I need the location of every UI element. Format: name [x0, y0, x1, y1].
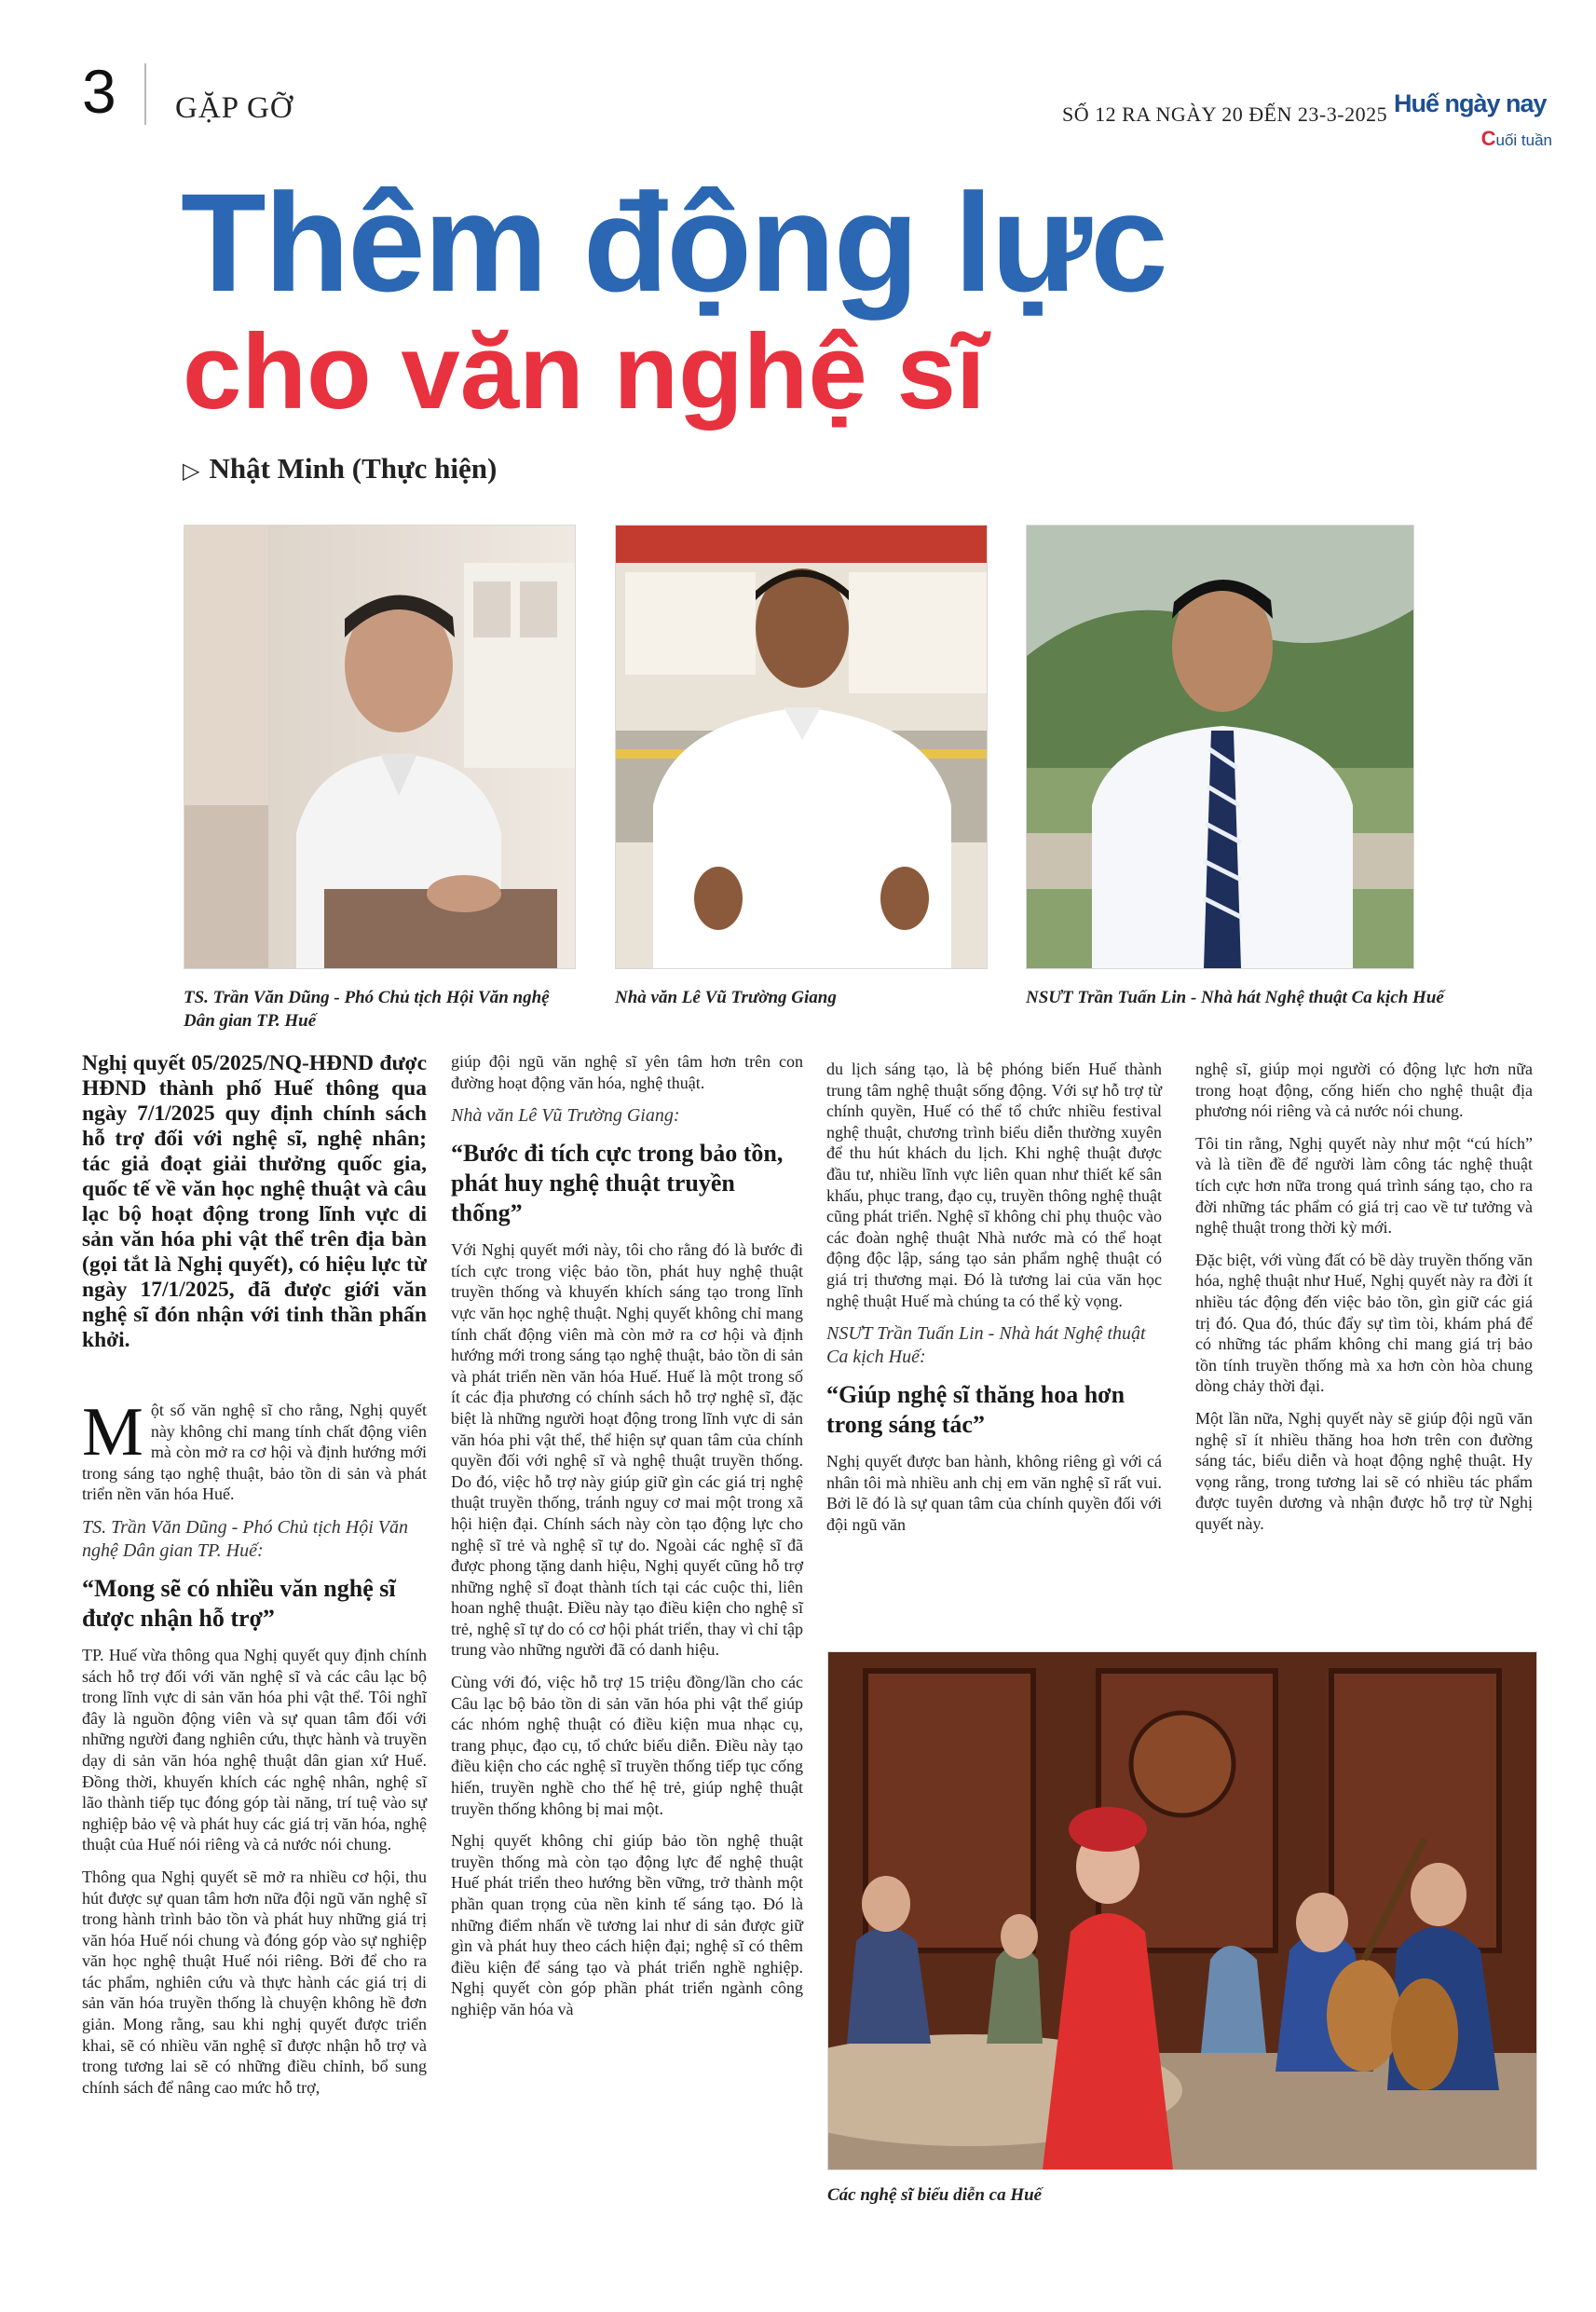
section-label: GẶP GỠ — [175, 91, 293, 125]
section1-paragraph-3: giúp đội ngũ văn nghệ sĩ yên tâm hơn trên con đường hoạt động văn hóa, nghệ thuật. — [451, 1052, 803, 1092]
photo-le-vu-truong-giang — [615, 525, 988, 969]
portrait-3-image — [1027, 526, 1413, 968]
intro-text: ột số văn nghệ sĩ cho rằng, Nghị quyết này không chỉ mang tính chất động viên mà còn mở ra cơ hội và định hướng mới trong sáng tạo nghệ thuật, bảo tồn di sản và phát triển nền văn hóa Huế. — [82, 1401, 427, 1504]
section2-paragraph-1: Với Nghị quyết mới này, tôi cho rằng đó là bước đi tích cực trong việc bảo tồn, phát huy nghệ thuật truyền thống và khuyến khích sáng tạo trong lĩnh vực văn học nghệ thuật. Nghị quyết không chỉ mang tính chất động viên mà còn mở ra cơ hội và định hướng mới trong sáng tạo nghệ thuật, bảo tồn di sản và phát triển nền văn hóa Huế. Huế là một trong số ít các địa phương có chính sách hỗ trợ nghệ sĩ, đặc biệt là những người hoạt động trong lĩnh vực di sản văn hóa phi vật thể, thể hiện sự quan tâm của chính quyền đối với nghệ sĩ và nghệ thuật truyền thống. Do đó, việc hỗ trợ này giúp giữ gìn các giá trị nghệ thuật truyền thống, tránh nguy cơ mai một trong xã hội hiện đại. Chính sách này còn tạo động lực cho nghệ sĩ trẻ và nghệ sĩ tự do. Ngoài các nghệ sĩ đã được phong tặng danh hiệu, Nghị quyết cũng hỗ trợ những nghệ sĩ đoạt thành tích tại các cuộc thi, liên hoan nghệ thuật. Điều này tạo điều kiện cho nghệ sĩ trẻ, nghệ sĩ tự do có cơ hội phát triển, thay vì chỉ tập trung vào những người đã có danh hiệu. — [451, 1240, 803, 1660]
section2-paragraph-4: du lịch sáng tạo, là bệ phóng biến Huế thành trung tâm nghệ thuật sống động. Với sự hỗ trợ từ chính quyền, Huế có thể tổ chức nhiều festival nghệ thuật, chương trình biểu diễn thường xuyên để thu hút khách du lịch. Khi nghệ thuật được đầu tư, nhiều lĩnh vực liên quan như thiết kế sân khấu, phục trang, đạo cụ, truyền thông nghệ thuật cũng phát triển. Nghệ sĩ không chỉ phụ thuộc vào các đoàn nghệ thuật Nhà nước mà có thể hoạt động độc lập, sáng tạo sản phẩm nghệ thuật có giá trị thương mại. Đó là tương lai của văn học nghệ thuật Huế mà chúng ta có thể kỳ vọng. — [826, 1060, 1162, 1310]
portrait-2-image — [616, 526, 987, 968]
portrait-1-image — [184, 526, 575, 968]
article-title-line1: Thêm động lực — [181, 164, 1166, 321]
masthead-sub-rest: uối tuần — [1495, 131, 1552, 149]
section3-paragraph-4: Đặc biệt, với vùng đất có bề dày truyền thống văn hóa, nghệ thuật như Huế, Nghị quyết này ra đời ít nhiều tác động đến việc bảo tồn, gìn giữ các giá trị đó. Qua đó, thúc đẩy sự tìm tòi, khám phá để có những tác phẩm không chỉ mang giá trị bảo tồn tính truyền thống mà xa hơn còn hòa chung dòng chảy thời đại. — [1195, 1250, 1533, 1396]
section1-paragraph-1: TP. Huế vừa thông qua Nghị quyết quy định chính sách hỗ trợ đối với văn nghệ sĩ và các câu lạc bộ trong lĩnh vực di sản văn hóa phi vật thể. Tôi nghĩ đây là nguồn động viên và sự quan tâm đối với những người đang nghiên cứu, thực hành và truyền dạy di sản văn hóa nghệ thuật dân gian xứ Huế. Đồng thời, khuyến khích các nghệ nhân, nghệ sĩ lão thành tiếp tục đóng góp tài năng, trí tuệ vào sự nghiệp bảo vệ và phát huy các giá trị văn hóa, nghệ thuật của Huế nói riêng và cả nước nói chung. — [82, 1645, 427, 1854]
section3-paragraph-3: Tôi tin rằng, Nghị quyết này như một “cú hích” và là tiền đề để người làm công tác nghệ thuật tích cực hơn nữa trong quá trình sáng tạo, cho ra đời những tác phẩm có giá trị cao về tư tưởng và nghệ thuật trong thời kỳ mới. — [1195, 1133, 1533, 1238]
section3-paragraph-2: nghệ sĩ, giúp mọi người có động lực hơn nữa trong hoạt động, cống hiến cho nghệ thuật địa phương nói riêng và cả nước nói chung. — [1195, 1060, 1533, 1121]
article-title-line2: cho văn nghệ sĩ — [183, 313, 986, 431]
byline-text: Nhật Minh (Thực hiện) — [209, 452, 498, 485]
column-4 — [1195, 1059, 1533, 1545]
caption-photo-4: Các nghệ sĩ biểu diễn ca Huế — [827, 2185, 1043, 2205]
page-number: 3 — [82, 57, 116, 126]
photo-tran-van-dung — [184, 525, 576, 969]
masthead-sub-c: C — [1480, 127, 1496, 150]
issue-date: SỐ 12 RA NGÀY 20 ĐẾN 23-3-2025 — [1062, 103, 1388, 126]
caption-photo-1: TS. Trần Văn Dũng - Phó Chủ tịch Hội Văn nghệ Dân gian TP. Huế — [184, 988, 550, 1031]
intro-paragraph — [82, 1394, 427, 1505]
column-3 — [826, 1059, 1162, 1547]
caption-photo-2: Nhà văn Lê Vũ Trường Giang — [615, 988, 837, 1007]
source-1: TS. Trần Văn Dũng - Phó Chủ tịch Hội Văn nghệ Dân gian TP. Huế: — [82, 1516, 409, 1561]
caption-photo-3: NSƯT Trần Tuấn Lin - Nhà hát Nghệ thuật Ca kịch Huế — [1026, 988, 1444, 1007]
quote-heading-3: “Giúp nghệ sĩ thăng hoa hơn trong sáng tác” — [826, 1381, 1125, 1439]
lead-paragraph: Nghị quyết 05/2025/NQ-HĐND được HĐND thành phố Huế thông qua ngày 7/1/2025 quy định chính sách hỗ trợ đối với nghệ sĩ, nghệ nhân; tác giả đoạt giải thưởng quốc gia, quốc tế về văn học nghệ thuật và câu lạc bộ hoạt động trong lĩnh vực di sản văn hóa phi vật thể trên địa bàn (gọi tắt là Nghị quyết), có hiệu lực từ ngày 17/1/2025, đã được giới văn nghệ sĩ đón nhận với tinh thần phấn khởi. — [82, 1051, 427, 1352]
masthead-name: Huế ngày nay — [1394, 89, 1547, 117]
quote-heading-1: “Mong sẽ có nhiều văn nghệ sĩ được nhận hỗ trợ” — [82, 1574, 396, 1632]
section2-paragraph-2: Cùng với đó, việc hỗ trợ 15 triệu đồng/lần cho các Câu lạc bộ bảo tồn di sản văn hóa phi vật thể giúp các nhóm nghệ thuật có điều kiện mua nhạc cụ, trang phục, đạo cụ, tổ chức biểu diễn. Điều này tạo điều kiện cho các nghệ sĩ truyền thống tiếp tục cống hiến, truyền nghề cho thế hệ trẻ, giúp nghệ thuật truyền thống không bị mai một. — [451, 1673, 803, 1818]
column-2 — [451, 1051, 803, 2032]
source-2: Nhà văn Lê Vũ Trường Giang: — [451, 1105, 680, 1127]
performance-image — [828, 1652, 1536, 2169]
quote-heading-2: “Bước đi tích cực trong bảo tồn, phát huy nghệ thuật truyền thống” — [451, 1140, 784, 1227]
section3-paragraph-1: Nghị quyết được ban hành, không riêng gì với cá nhân tôi mà nhiều anh chị em văn nghệ sĩ rất vui. Bởi lẽ đó là sự quan tâm của chính quyền đối với đội ngũ văn — [826, 1452, 1162, 1534]
photo-ca-hue-performance — [827, 1651, 1537, 2170]
byline-triangle-icon: ▷ — [183, 459, 200, 484]
byline — [183, 452, 497, 486]
section3-paragraph-5: Một lần nữa, Nghị quyết này sẽ giúp đội ngũ văn nghệ sĩ ít nhiều thăng hoa hơn trên con đường sáng tác, biểu diễn và hoạt động nghệ thuật. Hy vọng rằng, trong tương lai sẽ có nhiều tác phẩm được tuyên dương và nhận được hỗ trợ từ Nghị quyết này. — [1195, 1408, 1533, 1533]
column-1 — [82, 1051, 427, 2109]
masthead-logo — [1394, 89, 1554, 155]
section1-paragraph-2: Thông qua Nghị quyết sẽ mở ra nhiều cơ hội, thu hút được sự quan tâm hơn nữa đội ngũ văn nghệ sĩ trong hành trình bảo tồn và phát huy những giá trị văn hóa Huế nói chung và đóng góp vào sự nghiệp văn học nghệ thuật Huế nói riêng. Bởi để cho ra tác phẩm, nghiên cứu và thực hành các giá trị di sản văn hóa truyền thống là chuyện không hề đơn giản. Mong rằng, sau khi nghị quyết được triển khai, sẽ có nhiều văn nghệ sĩ được nhận hỗ trợ và trong tương lai sẽ có những điều chỉnh, bổ sung chính sách để nâng cao mức hỗ trợ, — [82, 1867, 427, 2097]
source-3: NSƯT Trần Tuấn Lin - Nhà hát Nghệ thuật Ca kịch Huế: — [826, 1323, 1146, 1368]
section2-paragraph-3: Nghị quyết không chỉ giúp bảo tồn nghệ thuật truyền thống mà còn tạo động lực để nghệ thuật Huế phát triển theo hướng bền vững, trở thành một phần quan trọng của nền kinh tế sáng tạo. Đó là những điểm nhấn về tương lai như di sản được giữ gìn và phát huy theo cách hiện đại; nghệ sĩ có thêm điều kiện để sáng tạo và phát triển nghề nghiệp. Nghị quyết còn góp phần phát triển ngành công nghiệp văn hóa và — [451, 1831, 803, 2018]
header-divider — [144, 63, 146, 125]
drop-cap: M — [82, 1394, 143, 1471]
photo-tran-tuan-lin — [1026, 525, 1414, 969]
masthead-sub — [1481, 127, 1552, 151]
